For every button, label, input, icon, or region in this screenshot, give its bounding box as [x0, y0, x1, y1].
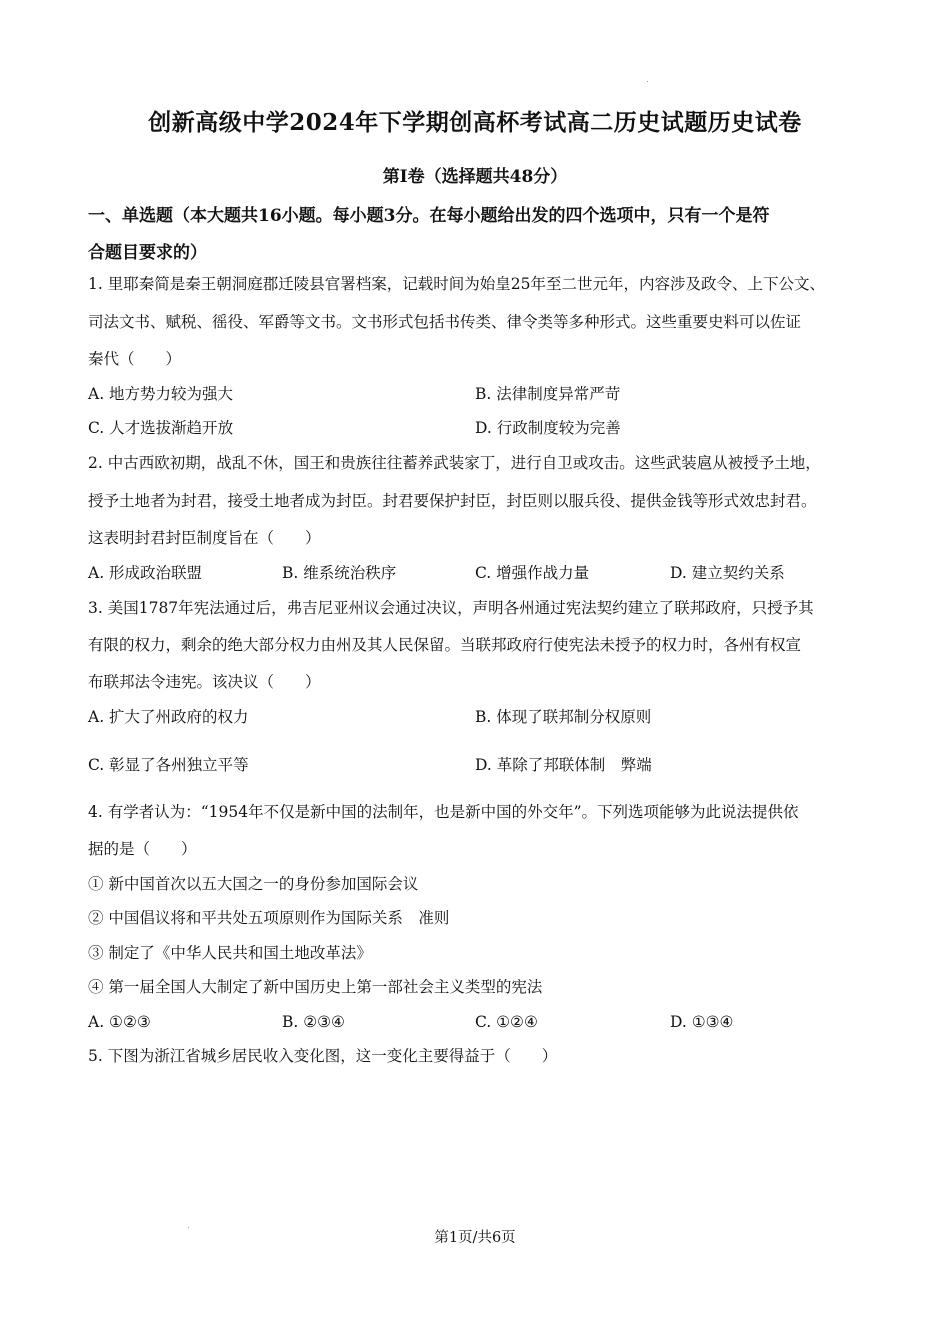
q2-option-a: A. 形成政治联盟 [88, 564, 203, 582]
q4-item: ③ 制定了《中华人民共和国土地改革法》 [88, 944, 372, 962]
q1-option-c: C. 人才选拔渐趋开放 [88, 419, 234, 437]
q1-stem-line: 1. 里耶秦简是秦王朝洞庭郡迁陵县官署档案，记载时间为始皇25年至二世元年，内容涉及政令、上下公文、 [88, 275, 825, 293]
q3-stem-line: 3. 美国1787年宪法通过后，弗吉尼亚州议会通过决议，声明各州通过宪法契约建立了联邦政府，只授予其 [88, 599, 814, 617]
q4-item: ④ 第一届全国人大制定了新中国历史上第一部社会主义类型的宪法 [88, 978, 543, 996]
q2-stem-line: 2. 中古西欧初期，战乱不休，国王和贵族往往蓄养武装家丁，进行自卫或攻击。这些武装扈从被授予土地， [88, 454, 821, 472]
q4-option-c: C. ①②④ [475, 1013, 538, 1031]
q1-stem-line: 司法文书、赋税、徭役、军爵等文书。文书形式包括书传类、律令类等多种形式。这些重要史料可以佐证 [88, 313, 802, 331]
q2-option-d: D. 建立契约关系 [670, 564, 785, 582]
q2-stem-line: 授予土地者为封君，接受土地者成为封臣。封君要保护封臣，封臣则以服兵役、提供金钱等形式效忠封君。 [88, 492, 817, 510]
q2-option-c: C. 增强作战力量 [475, 564, 590, 582]
q2-option-b: B. 维系统治秩序 [282, 564, 397, 582]
q1-stem-line: 秦代（ ） [88, 350, 182, 368]
q3-stem-line: 有限的权力，剩余的绝大部分权力由州及其人民保留。当联邦政府行使宪法未授予的权力时，各州有权宣 [88, 636, 802, 654]
print-speck [647, 81, 648, 82]
q1-option-d: D. 行政制度较为完善 [475, 419, 621, 437]
q4-item: ② 中国倡议将和平共处五项原则作为国际关系 准则 [88, 909, 450, 927]
q4-stem-line: 4. 有学者认为：“1954年不仅是新中国的法制年，也是新中国的外交年”。下列选项能够为此说法提供依 [88, 803, 799, 821]
page-footer: 第1页/共6页 [434, 1230, 516, 1246]
q4-option-a: A. ①②③ [88, 1013, 151, 1031]
q3-option-c: C. 彰显了各州独立平等 [88, 756, 249, 774]
part-title: 第Ⅰ卷（选择题共48分） [382, 167, 568, 187]
section-heading: 一、单选题（本大题共16小题。每小题3分。在每小题给出发的四个选项中，只有一个是符 [88, 206, 770, 226]
q4-option-b: B. ②③④ [282, 1013, 345, 1031]
q4-item: ① 新中国首次以五大国之一的身份参加国际会议 [88, 875, 419, 893]
q3-stem-line: 布联邦法令违宪。该决议（ ） [88, 673, 321, 691]
q1-option-a: A. 地方势力较为强大 [88, 385, 234, 403]
section-heading-cont: 合题目要求的） [88, 243, 207, 263]
q3-option-b: B. 体现了联邦制分权原则 [475, 708, 652, 726]
q4-option-d: D. ①③④ [670, 1013, 734, 1031]
q4-stem-line: 据的是（ ） [88, 840, 197, 858]
q3-option-d: D. 革除了邦联体制 弊端 [475, 756, 652, 774]
q2-stem-line: 这表明封君封臣制度旨在（ ） [88, 529, 321, 547]
q5-stem-line: 5. 下图为浙江省城乡居民收入变化图，这一变化主要得益于（ ） [88, 1047, 558, 1065]
q3-option-a: A. 扩大了州政府的权力 [88, 708, 249, 726]
q1-option-b: B. 法律制度异常严苛 [475, 385, 621, 403]
exam-title: 创新高级中学2024年下学期创高杯考试高二历史试题历史试卷 [148, 109, 802, 136]
